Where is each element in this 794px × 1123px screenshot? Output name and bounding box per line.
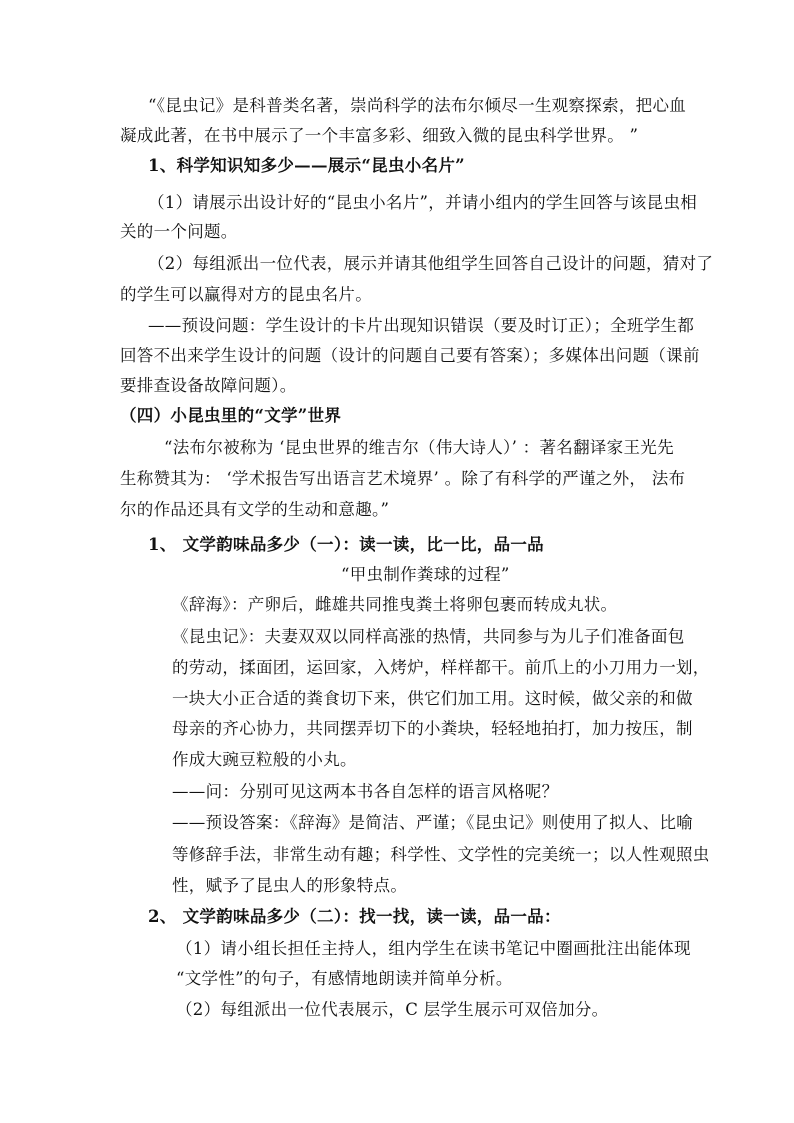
kunchongji-line-5: 作成大豌豆粒般的小丸。 bbox=[172, 750, 357, 769]
intro-line-1: “《昆虫记》是科普类名著，崇尚科学的法布尔倾尽一生观察探索，把心血 bbox=[148, 96, 687, 115]
question-line: ——问：分别可见这两本书各自怎样的语言风格呢？ bbox=[172, 782, 559, 801]
quote-line-3: 尔的作品还具有文学的生动和意趣。” bbox=[120, 500, 390, 519]
paragraph-3-line-2: 回答不出来学生设计的问题（设计的问题自己要有答案）；多媒体出问题（课前 bbox=[120, 346, 700, 365]
paragraph-1-line-2: 关的一个问题。 bbox=[120, 222, 238, 241]
paragraph-3-line-3: 要排查设备故障问题）。 bbox=[120, 376, 297, 395]
section-heading-4: 2、 文学韵味品多少（二）：找一找，读一读，品一品： bbox=[148, 907, 561, 926]
subtitle: “甲虫制作粪球的过程” bbox=[341, 565, 510, 584]
kunchongji-line-4: 母亲的齐心协力，共同摆弄切下的小粪块，轻轻地拍打，加力按压，制 bbox=[172, 719, 693, 738]
answer-line-2: 等修辞手法，非常生动有趣；科学性、文学性的完美统一；以人性观照虫 bbox=[172, 845, 710, 864]
kunchongji-line-1: 《昆虫记》：夫妻双双以同样高涨的热情，共同参与为儿子们准备面包 bbox=[172, 627, 685, 646]
paragraph-5-line-1: （2）每组派出一位代表展示，C 层学生展示可双倍加分。 bbox=[176, 1000, 609, 1019]
paragraph-4-line-2: “文学性”的句子，有感情地朗读并简单分析。 bbox=[176, 969, 513, 988]
paragraph-3-line-1: ——预设问题：学生设计的卡片出现知识错误（要及时订正）；全班学生都 bbox=[148, 316, 695, 335]
answer-line-3: 性，赋予了昆虫人的形象特点。 bbox=[172, 876, 408, 895]
section-heading-3: 1、 文学韵味品多少（一）：读一读，比一比，品一品 bbox=[148, 535, 544, 554]
quote-line-2: 生称赞其为： ‘学术报告写出语言艺术境界’ 。除了有科学的严谨之外， 法布 bbox=[120, 469, 686, 488]
answer-line-1: ——预设答案：《辞海》是简洁、严谨；《昆虫记》则使用了拟人、比喻 bbox=[172, 813, 694, 832]
paragraph-2-line-1: （2）每组派出一位代表，展示并请其他组学生回答自己设计的问题，猜对了 bbox=[148, 254, 714, 273]
section-heading-2: （四）小昆虫里的“文学”世界 bbox=[120, 406, 342, 425]
cihai-line: 《辞海》：产卵后，雌雄共同推曳粪土将卵包裹而转成丸状。 bbox=[172, 595, 618, 614]
quote-line-1: “法布尔被称为 ‘昆虫世界的维吉尔（伟大诗人）’ ：著名翻译家王光先 bbox=[164, 438, 674, 457]
paragraph-2-line-2: 的学生可以赢得对方的昆虫名片。 bbox=[120, 285, 372, 304]
paragraph-4-line-1: （1）请小组长担任主持人，组内学生在读书笔记中圈画批注出能体现 bbox=[176, 939, 691, 958]
intro-line-2: 凝成此著，在书中展示了一个丰富多彩、细致入微的昆虫科学世界。 ” bbox=[120, 126, 639, 145]
kunchongji-line-3: 一块大小正合适的粪食切下来，供它们加工用。这时候，做父亲的和做 bbox=[172, 689, 693, 708]
paragraph-1-line-1: （1）请展示出设计好的“昆虫小名片”，并请小组内的学生回答与该昆虫相 bbox=[148, 193, 698, 212]
section-heading-1: 1、科学知识知多少——展示“昆虫小名片” bbox=[148, 156, 465, 175]
kunchongji-line-2: 的劳动，揉面团，运回家，入烤炉，样样都干。前爪上的小刀用力一划， bbox=[172, 658, 710, 677]
